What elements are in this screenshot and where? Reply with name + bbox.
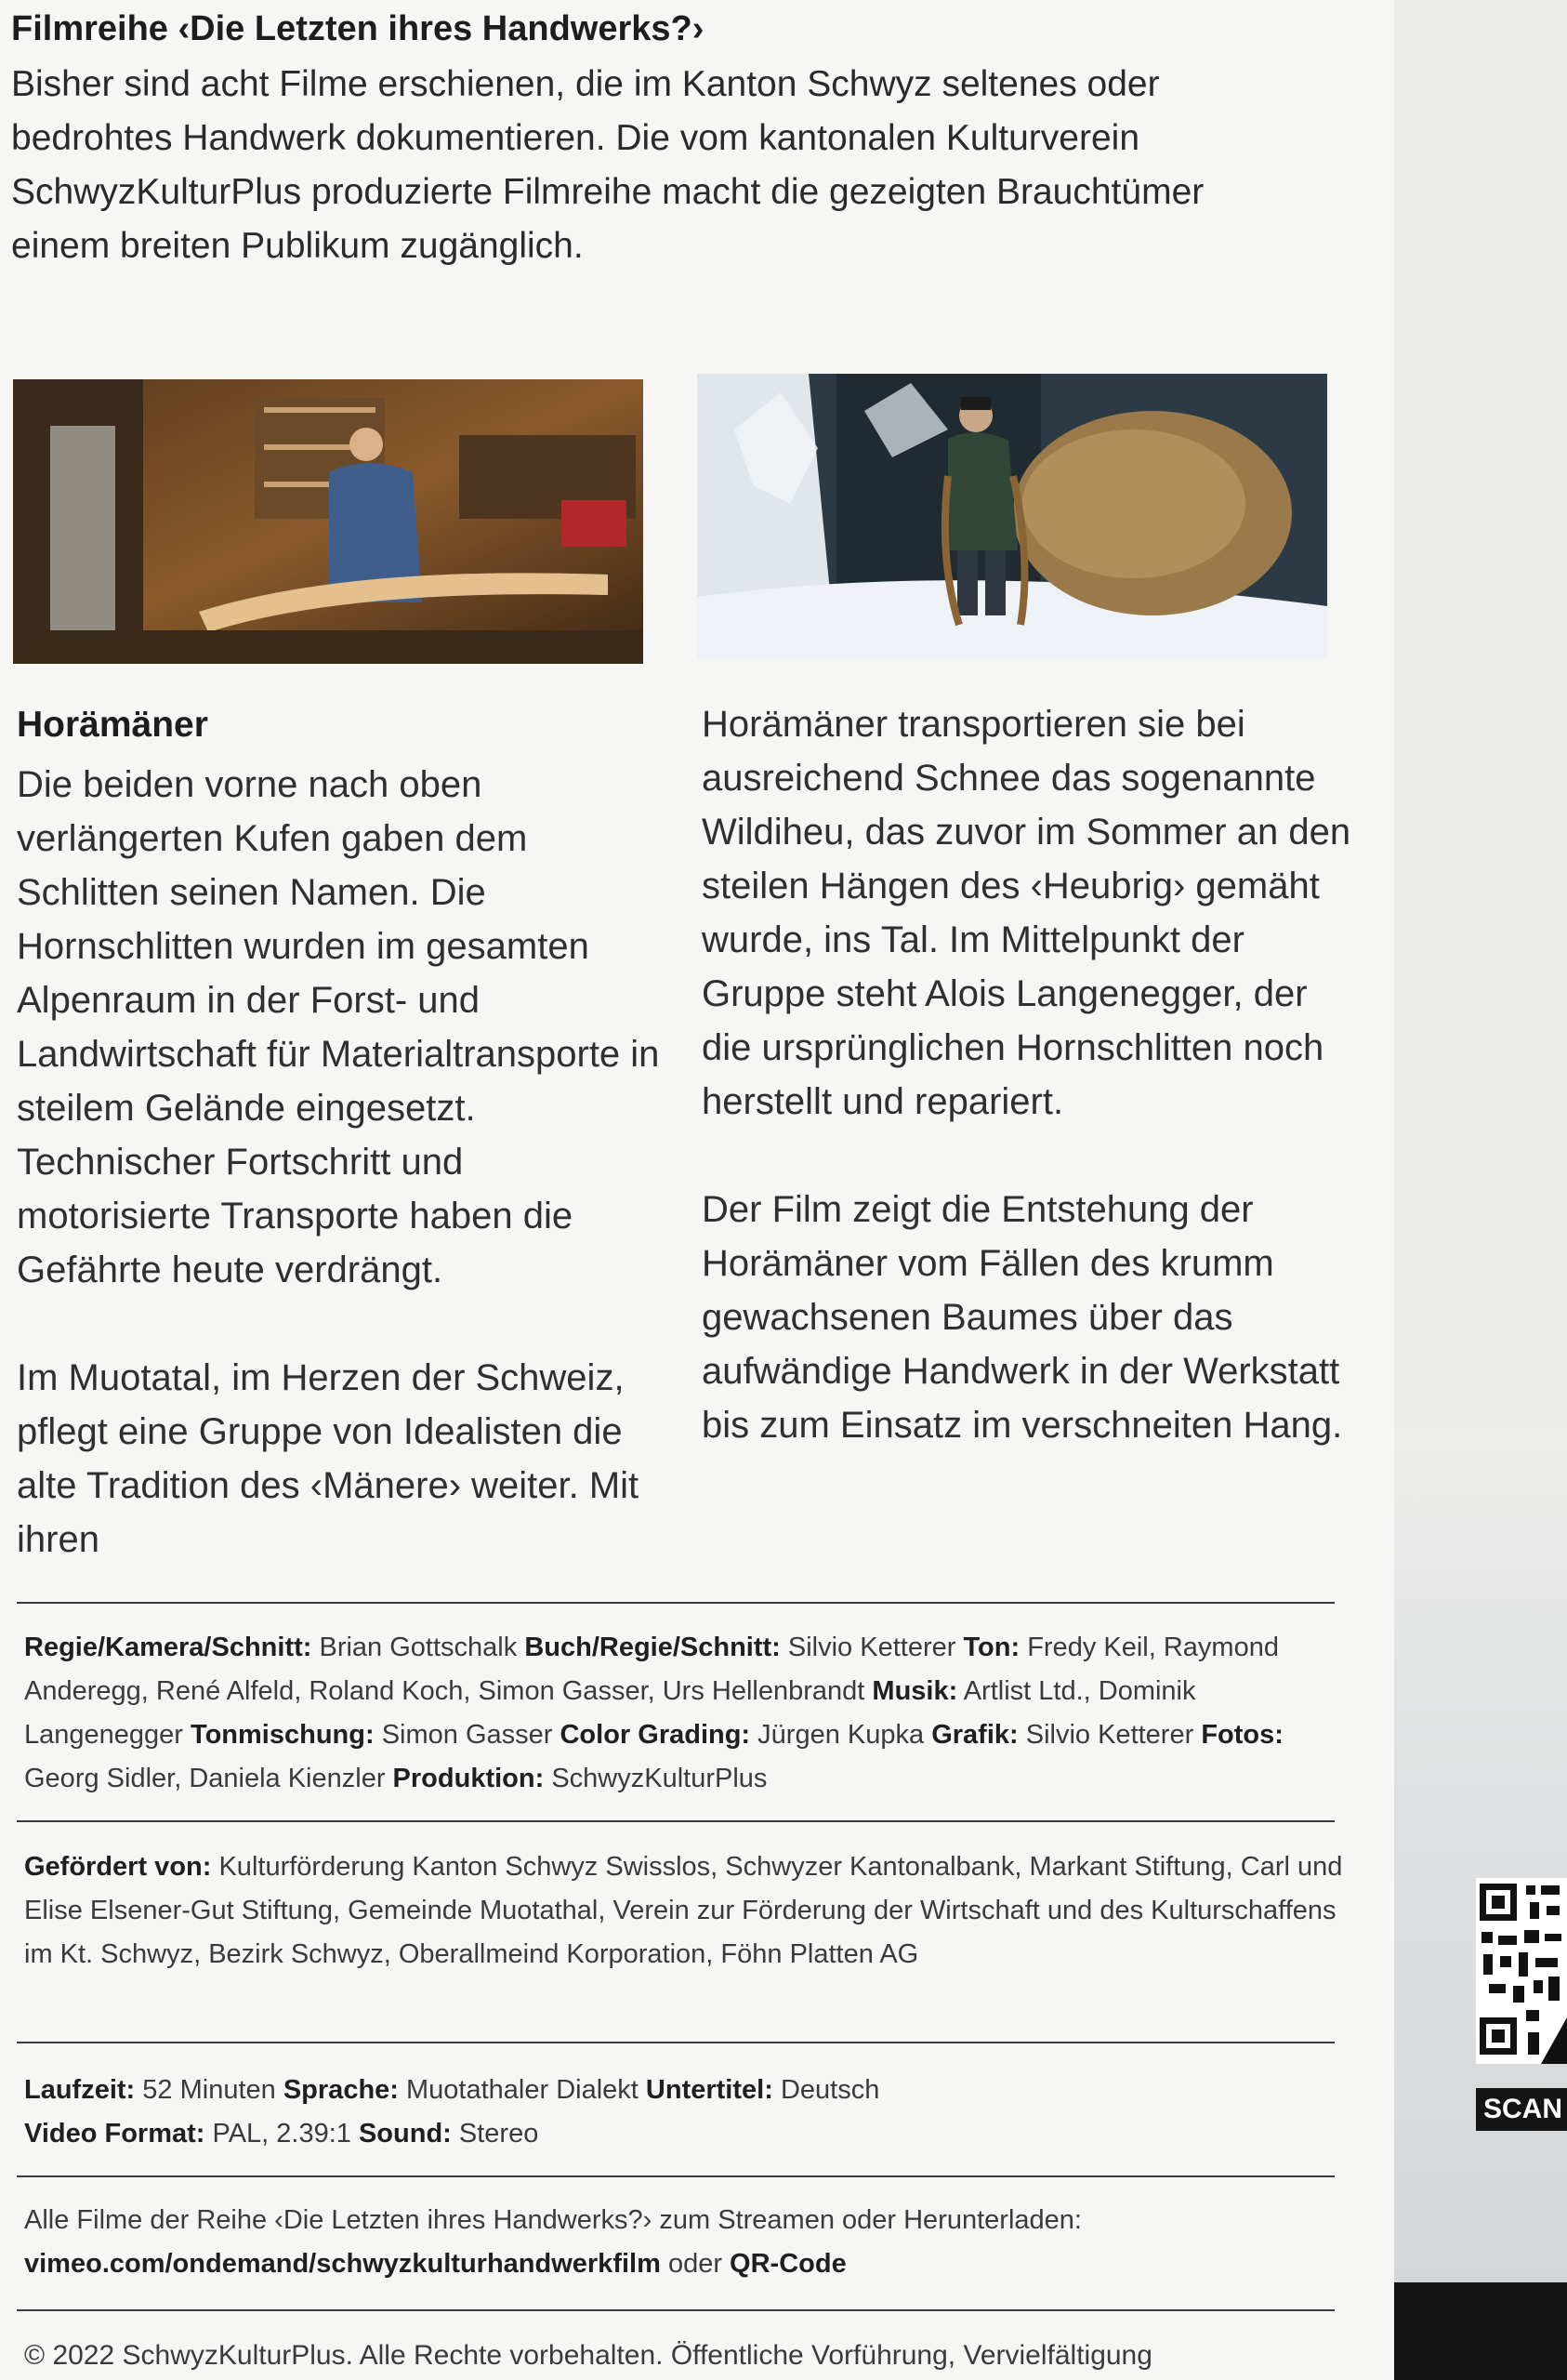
water-background bbox=[1394, 1432, 1567, 2287]
credit-value: Silvio Ketterer bbox=[787, 1633, 956, 1662]
funding-text: Kulturförderung Kanton Schwyz Swisslos, Schwyzer Kantonalbank, Markant Stiftung, Carl und Elise Elsener-Gut Stiftung, Gemeinde Muotathal, Verein zur Förderung der Wirtschaft und des Kulturschaffens im Kt. Schwyz, Bezirk Schwyz, Oberallmeind Korporation, Föhn Platten AG bbox=[24, 1852, 1343, 1969]
divider bbox=[17, 2042, 1335, 2043]
stream-oder: oder bbox=[667, 2249, 722, 2279]
credit-value: Silvio Ketterer bbox=[1025, 1720, 1194, 1750]
tech-label: Sound: bbox=[358, 2119, 452, 2149]
workshop-photo bbox=[13, 379, 643, 664]
tech-label: Laufzeit: bbox=[24, 2075, 136, 2105]
left-paragraph-1: Die beiden vorne nach oben verlängerten Kufen gaben dem Schlitten seinen Namen. Die Hornschlitten wurden im gesamten Alpenraum in der Forst- und Landwirtschaft für Materialtransporte in steilem Gelände eingesetzt. Technischer Fortschritt und motorisierte Transporte haben die Gefährte heute verdrängt. bbox=[17, 764, 660, 1290]
tech-block bbox=[24, 2069, 1344, 2156]
dark-band bbox=[1394, 2282, 1567, 2380]
tech-label: Sprache: bbox=[283, 2075, 399, 2105]
right-column bbox=[702, 697, 1352, 1452]
tech-label: Video Format: bbox=[24, 2119, 205, 2149]
section-title: Horämäner bbox=[17, 705, 208, 745]
intro-paragraph: Bisher sind acht Filme erschienen, die im Kanton Schwyz seltenes oder bedrohtes Handwerk dokumentieren. Die vom kantonalen Kulturverein SchwyzKulturPlus produzierte Filmreihe macht die gezeigten Brauchtümer einem breiten Publikum zugänglich. bbox=[11, 64, 1205, 266]
credit-label: Buch/Regie/Schnitt: bbox=[524, 1633, 781, 1662]
tech-value: 52 Minuten bbox=[142, 2075, 276, 2105]
credit-label: Regie/Kamera/Schnitt: bbox=[24, 1633, 312, 1662]
credit-value: Brian Gottschalk bbox=[319, 1633, 518, 1662]
credits-block bbox=[24, 1626, 1344, 1801]
left-paragraph-2: Im Muotatal, im Herzen der Schweiz, pflegt eine Gruppe von Idealisten die alte Tradition des ‹Mänere› weiter. Mit ihren bbox=[17, 1357, 639, 1560]
credit-value: Fredy Keil, Raymond Anderegg, René Alfeld, Roland Koch, Simon Gasser, Urs Hellenbrandt bbox=[24, 1633, 1279, 1706]
scan-label: SCAN bbox=[1476, 2088, 1567, 2131]
qr-code-icon bbox=[1476, 1878, 1567, 2064]
divider bbox=[17, 2309, 1335, 2311]
copyright: © 2022 SchwyzKulturPlus. Alle Rechte vorbehalten. Öffentliche Vorführung, Vervielfältigung bbox=[24, 2340, 1152, 2371]
funding-block bbox=[24, 1845, 1344, 1977]
credit-value: SchwyzKulturPlus bbox=[551, 1764, 768, 1793]
left-column bbox=[17, 758, 667, 1567]
tech-value: Muotathaler Dialekt bbox=[406, 2075, 639, 2105]
tech-value: Deutsch bbox=[780, 2075, 880, 2105]
tech-value: PAL, 2.39:1 bbox=[212, 2119, 351, 2149]
credit-label: Ton: bbox=[963, 1633, 1021, 1662]
credit-value: Artlist Ltd., Dominik Langenegger bbox=[24, 1676, 1196, 1750]
tech-label: Untertitel: bbox=[645, 2075, 773, 2105]
credit-label: Musik: bbox=[872, 1676, 958, 1706]
tech-value: Stereo bbox=[458, 2119, 539, 2149]
credit-value: Simon Gasser bbox=[381, 1720, 553, 1750]
credit-label: Tonmischung: bbox=[191, 1720, 375, 1750]
right-paragraph-1: Horämäner transportieren sie bei ausreichend Schnee das sogenannte Wildiheu, das zuvor im Sommer an den steilen Hängen des ‹Heubrig› gemäht wurde, ins Tal. Im Mittelpunkt der Gruppe steht Alois Langenegger, der die ursprünglichen Hornschlitten noch herstellt und repariert. bbox=[702, 704, 1351, 1122]
page-title: Filmreihe ‹Die Letzten ihres Handwerks?› bbox=[11, 9, 704, 48]
divider bbox=[17, 2175, 1335, 2177]
credit-label: Produktion: bbox=[392, 1764, 545, 1793]
stream-text: Alle Filme der Reihe ‹Die Letzten ihres Handwerks?› zum Streamen oder Herunterladen: bbox=[24, 2205, 1082, 2235]
credit-value: Jürgen Kupka bbox=[757, 1720, 925, 1750]
credit-label: Color Grading: bbox=[560, 1720, 751, 1750]
qr-code[interactable] bbox=[1476, 1878, 1567, 2064]
right-paragraph-2: Der Film zeigt die Entstehung der Horämäner vom Fällen des krumm gewachsenen Baumes über das aufwändige Handwerk in der Werkstatt bis zum Einsatz im verschneiten Hang. bbox=[702, 1189, 1343, 1446]
stream-block bbox=[24, 2199, 1344, 2286]
stream-link[interactable]: vimeo.com/ondemand/schwyzkulturhandwerkfilm bbox=[24, 2249, 661, 2279]
credit-value: Georg Sidler, Daniela Kienzler bbox=[24, 1764, 386, 1793]
funding-label: Gefördert von: bbox=[24, 1852, 212, 1882]
credit-label: Fotos: bbox=[1201, 1720, 1284, 1750]
qr-code-label: QR-Code bbox=[730, 2249, 847, 2279]
divider bbox=[17, 1602, 1335, 1604]
divider bbox=[17, 1820, 1335, 1822]
credit-label: Grafik: bbox=[931, 1720, 1019, 1750]
snow-sled-photo bbox=[697, 374, 1327, 658]
